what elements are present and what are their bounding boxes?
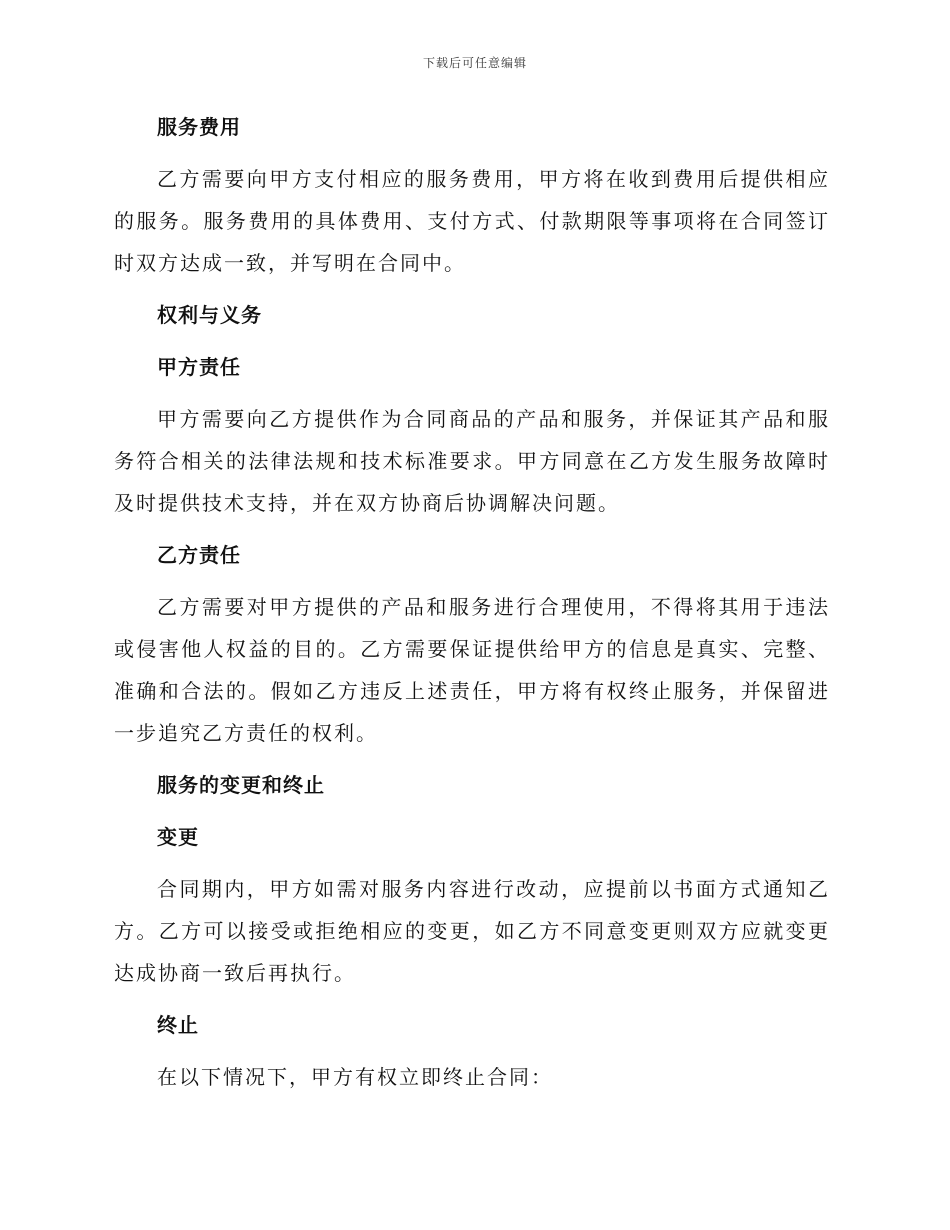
section-heading-rights-obligations: 权利与义务: [157, 303, 262, 327]
section-heading-party-a: 甲方责任: [157, 355, 241, 379]
paragraph-change: 合同期内，甲方如需对服务内容进行改动，应提前以书面方式通知乙方。乙方可以接受或拒绝相应的变更，如乙方不同意变更则双方应就变更达成协商一致后再执行。: [114, 877, 830, 985]
paragraph-party-b: 乙方需要对甲方提供的产品和服务进行合理使用，不得将其用于违法或侵害他人权益的目的。乙方需要保证提供给甲方的信息是真实、完整、准确和合法的。假如乙方违反上述责任，甲方将有权终止服务，并保留进一步追究乙方责任的权利。: [114, 595, 830, 745]
section-heading-change: 变更: [157, 825, 199, 849]
paragraph-party-a: 甲方需要向乙方提供作为合同商品的产品和服务，并保证其产品和服务符合相关的法律法规和技术标准要求。甲方同意在乙方发生服务故障时及时提供技术支持，并在双方协商后协调解决问题。: [114, 407, 830, 515]
document-body: [114, 106, 830, 1108]
section-heading-change-termination: 服务的变更和终止: [157, 773, 325, 797]
paragraph-service-fee: 乙方需要向甲方支付相应的服务费用，甲方将在收到费用后提供相应的服务。服务费用的具体费用、支付方式、付款期限等事项将在合同签订时双方达成一致，并写明在合同中。: [114, 167, 830, 275]
section-heading-party-b: 乙方责任: [157, 543, 241, 567]
paragraph-termination: 在以下情况下，甲方有权立即终止合同：: [157, 1065, 553, 1089]
section-heading-service-fee: 服务费用: [157, 115, 241, 139]
page-header: 下载后可任意编辑: [422, 56, 527, 70]
section-heading-termination: 终止: [157, 1013, 199, 1037]
